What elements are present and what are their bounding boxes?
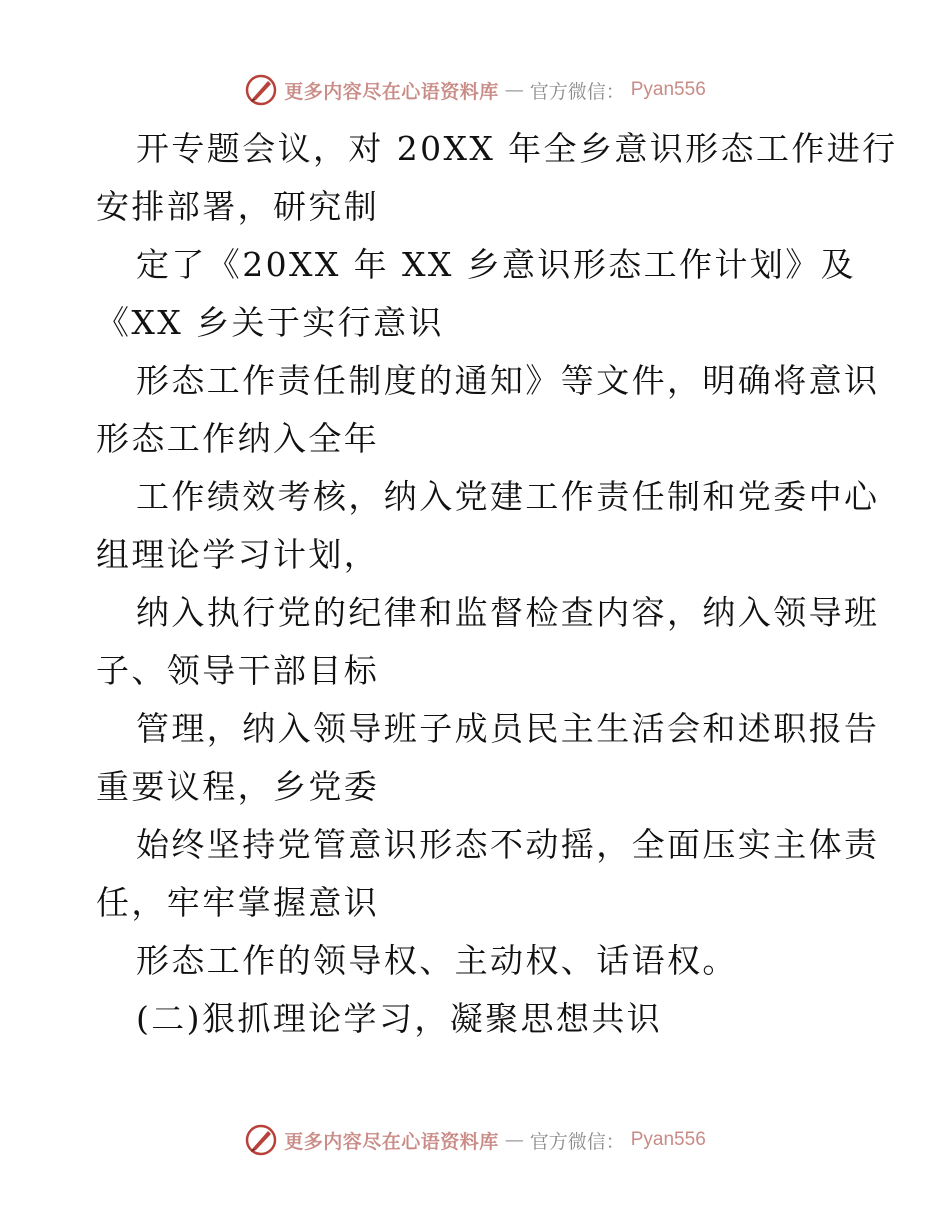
text-line: 开专题会议，对 20XX 年全乡意识形态工作进行 [136, 129, 898, 168]
text-line: 任，牢牢掌握意识 [96, 883, 380, 922]
text-line: 管理，纳入领导班子成员民主生活会和述职报告 [136, 709, 880, 748]
text-line: 组理论学习计划， [96, 535, 380, 574]
banner-separator: — [504, 1129, 524, 1151]
text-line: 形态工作纳入全年 [96, 419, 380, 458]
text-line: 重要议程，乡党委 [96, 767, 380, 806]
text-line: 形态工作责任制度的通知》等文件，明确将意识 [136, 361, 880, 400]
banner-wechat-id: Pyan556 [630, 79, 706, 100]
text-line: 形态工作的领导权、主动权、话语权。 [136, 941, 738, 980]
text-line: 始终坚持党管意识形态不动摇，全面压实主体责 [136, 825, 880, 864]
text-line: 纳入执行党的纪律和监督检查内容，纳入领导班 [136, 593, 880, 632]
text-line: 子、领导干部目标 [96, 651, 380, 690]
footer-banner [0, 1120, 950, 1160]
banner-wechat-label: 官方微信： [529, 80, 625, 103]
text-line: 定了《20XX 年 XX 乡意识形态工作计划》及 [136, 245, 857, 284]
quill-pen-logo-icon [244, 1123, 278, 1157]
banner-wechat-label: 官方微信： [529, 1130, 625, 1153]
text-line: 《XX 乡关于实行意识 [96, 303, 444, 342]
header-banner [0, 70, 950, 110]
banner-main-text: 更多内容尽在心语资料库 [284, 1130, 499, 1153]
banner-wechat-id: Pyan556 [630, 1129, 706, 1150]
text-line: 安排部署，研究制 [96, 187, 380, 226]
document-body [96, 120, 898, 1048]
quill-pen-logo-icon [244, 73, 278, 107]
banner-separator: — [504, 79, 524, 101]
section-heading: (二)狠抓理论学习，凝聚思想共识 [136, 999, 663, 1038]
text-line: 工作绩效考核，纳入党建工作责任制和党委中心 [136, 477, 880, 516]
banner-main-text: 更多内容尽在心语资料库 [284, 80, 499, 103]
